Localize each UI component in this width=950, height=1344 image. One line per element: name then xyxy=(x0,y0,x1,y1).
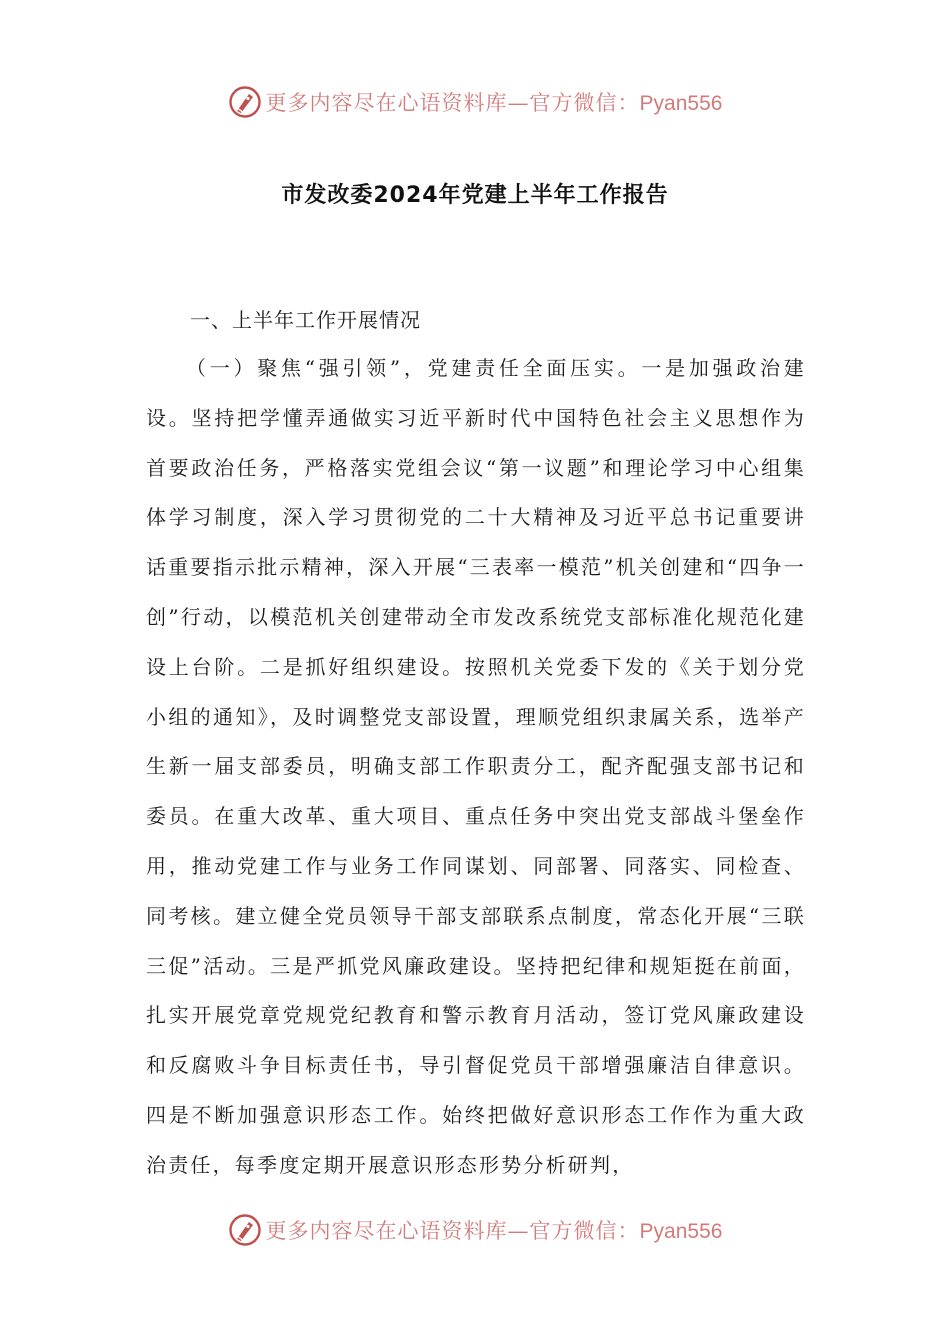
body-paragraph: （一）聚焦“强引领”，党建责任全面压实。一是加强政治建设。坚持把学懂弄通做实习近平新时代中国特色社会主义思想作为首要政治任务，严格落实党组会议“第一议题”和理论学习中心组集体学习制度，深入学习贯彻党的二十大精神及习近平总书记重要讲话重要指示批示精神，深入开展“三表率一模范”机关创建和“四争一创”行动，以模范机关创建带动全市发改系统党支部标准化规范化建设上台阶。二是抓好组织建设。按照机关党委下发的《关于划分党小组的通知》，及时调整党支部设置，理顺党组织隶属关系，选举产生新一届支部委员，明确支部工作职责分工，配齐配强支部书记和委员。在重大改革、重大项目、重点任务中突出党支部战斗堡垒作用，推动党建工作与业务工作同谋划、同部署、同落实、同检查、同考核。建立健全党员领导干部支部联系点制度，常态化开展“三联三促”活动。三是严抓党风廉政建设。坚持把纪律和规矩挺在前面，扎实开展党章党规党纪教育和警示教育月活动，签订党风廉政建设和反腐败斗争目标责任书，导引督促党员干部增强廉洁自律意识。四是不断加强意识形态工作。始终把做好意识形态工作作为重大政治责任，每季度定期开展意识形态形势分析研判， xyxy=(146,356,806,1177)
document-body xyxy=(146,296,806,1191)
wechat-id: Pyan556 xyxy=(639,92,723,115)
footer-watermark-banner xyxy=(0,1212,950,1248)
header-watermark-banner xyxy=(0,84,950,120)
pen-nib-circle-icon xyxy=(228,85,262,119)
document-title: 市发改委2024年党建上半年工作报告 xyxy=(281,183,669,208)
wechat-id: Pyan556 xyxy=(639,1220,723,1243)
pen-nib-circle-icon xyxy=(228,1213,262,1247)
watermark-text: 更多内容尽在心语资料库—官方微信：Pyan556 xyxy=(265,1219,723,1243)
section-heading: 一、上半年工作开展情况 xyxy=(190,308,421,332)
watermark-text: 更多内容尽在心语资料库—官方微信：Pyan556 xyxy=(265,91,723,115)
